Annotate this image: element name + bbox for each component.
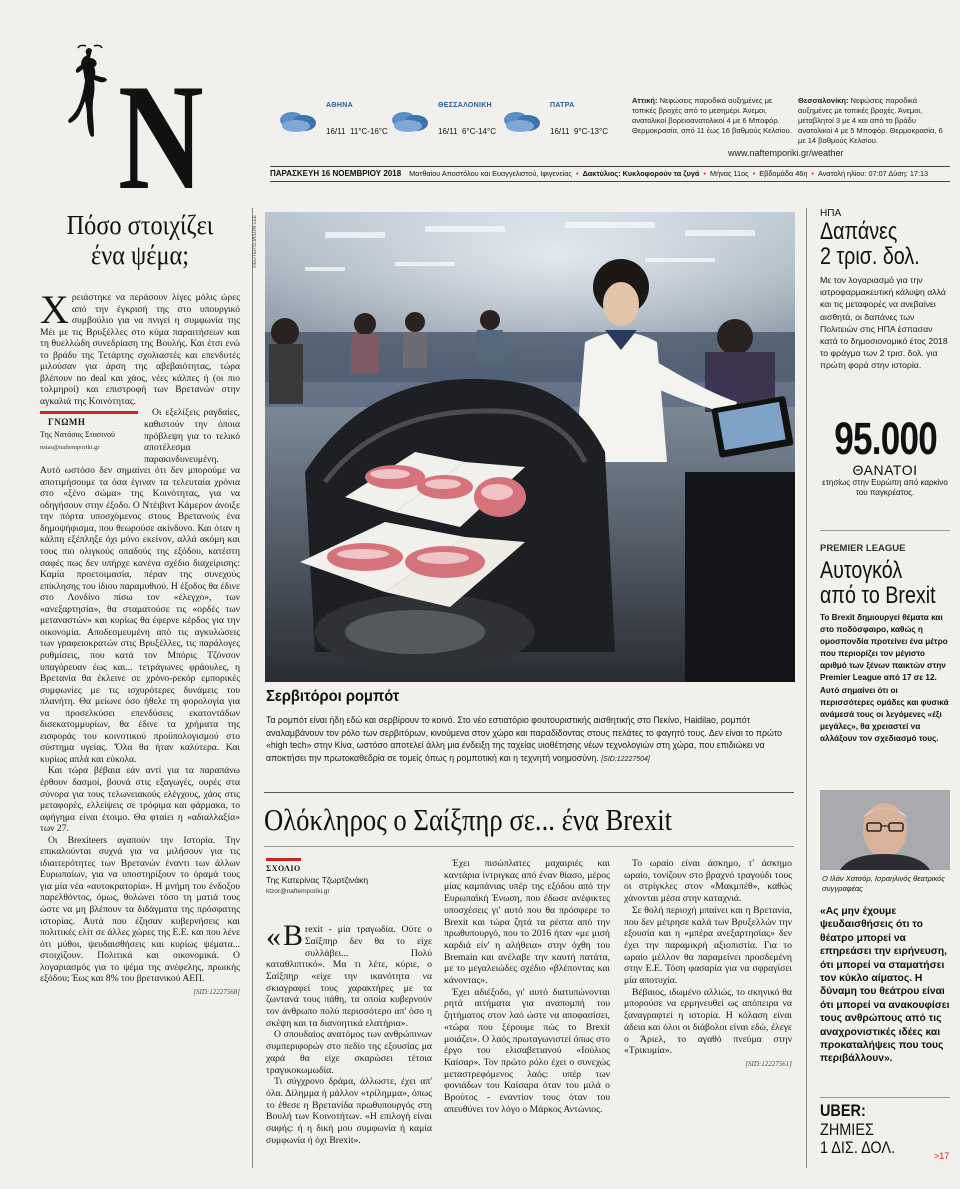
section-rule [264, 846, 794, 847]
temperature-range: 6°C-14°C [462, 127, 496, 136]
robot-waiter-photo [265, 212, 795, 682]
dropcap: Χ [40, 287, 69, 332]
forecast-date: 16/11 [438, 127, 458, 136]
paragraph: Ο σπουδαίος ανατόμος των ανθρώπινων συμπεριφορών στο πεδίο της εξουσίας μα χαρά θα είχε σκαρώσει τέτοια τραγικοκωμωδία. [266, 1029, 432, 1076]
name-day: Ματθαίου Αποστόλου και Ευαγγελιστού, Ιφιγενείας [409, 169, 572, 178]
story-id: [SID:12227504] [601, 755, 650, 763]
uber-brief [820, 1101, 950, 1157]
thessaloniki-text: Νεφώσεις παροδικά αυξημένες με τοπικές βροχές. Άνεμοι, μεταβλητοί 3 με 4 και από το βράδυ ανατολικοί 4 με 5 Μποφόρ. Θερμοκρασία, 6 με 14 βαθμούς Κελσίου. [798, 96, 943, 145]
bullet: • [573, 169, 581, 178]
paragraph: ρειάστηκε να περάσουν λίγες μόλις ώρες από την έγκρισή της στο υπουργικό συμβούλιο για να πνιγεί η συμφωνία της Μέι με τις Βρυξέλλες στο κύμα παραιτήσεων και τη θυελλώδη συνεδρίαση της Βουλής. Και έτσι ενώ το βράδυ της Τετάρτης σχολιαστές και επενδυτές μιλούσαν για άρση της αβεβαιότητας, τώρα βλέπουν no deal και χάος, νέες κάλπες ή (οι πιο τολμηροί) και επιστροφή των Βρετανών στην αγκαλιά της Κοινότητας. [40, 292, 240, 407]
photo-credit: REUTERS/JASON LEE [252, 215, 258, 268]
month-number: Μήνας 11ος [709, 169, 749, 178]
uber-subtitle-line-2: 1 ΔΙΣ. ΔΟΛ. [820, 1138, 896, 1157]
weather-strip [268, 92, 950, 164]
photo-caption-title: Σερβιτόροι ρομπότ [266, 688, 400, 705]
left-article-body [40, 287, 240, 998]
usa-spending-brief [820, 208, 950, 372]
weather-url[interactable]: www.naftemporiki.gr/weather [728, 148, 844, 158]
premier-league-brief [820, 543, 950, 745]
brief-text: Το Brexit δημιουργεί θέματα και στο ποδόσφαιρο, καθώς η ομοσπονδία προτείνει ένα μέτρο που περιορίζει τον μέγιστο αριθμό των ξένων παικτών στην Premier League από 17 σε 12. Αυτό σημαίνει ότι οι περισσότερες ομάδες και φυσικά ανάμεσά τους οι λεγόμενες «έξι μεγάλες», θα χρειαστεί να αλλάξουν τον σχεδιασμό τους. [820, 613, 949, 743]
paragraph: Βέβαιος, ιδωμένο αλλιώς, το σκηνικό θα μπορούσε να ερμηνευθεί ως απόπειρα να ξαναγραφτεί η ιστορία. Η κόλαση είναι άδεια και όλοι οι διάβολοι είναι εδώ, έλεγε ο Άριελ, το αγαθό πνεύμα στην «Τρικυμία». [624, 986, 792, 1057]
paragraph [266, 919, 432, 1029]
page-reference[interactable]: >17 [934, 1151, 950, 1161]
paragraph: Έχει αδιέξοδο, γι' αυτό διατυπώνονται ρητά αιτήματα για αναπομπή του ζητήματος στον λαό ώστε να αποφασίσει, «τώρα που ξέρουμε πώς το Brexit μοιάζει». Ο λαός πρωταγωνιστεί όπως στο έργο του ελισαβετιανού «Ιούλιος Καίσαρ». Τον πρώτο ρόλο έχει ο συνεχώς μεταστρεφόμενος λαός: υπέρ των φονιάδων του Καίσαρα όταν του μιλά ο Βρούτος - εναντίον τους όταν του απευθύνει τον λόγο ο Μάρκος Αντώνιος. [444, 986, 610, 1115]
left-opinion-article [40, 210, 240, 998]
brief-text: Με τον λογαριασμό για την ιατροφαρμακευτική κάλυψη αλλά και τις μεταφορές να ανεβαίνει αισθητά, οι δαπάνες των Πολιτειών στις ΗΠΑ έσπασαν κατά το δημοσιονομικό έτος 2018 το φράγμα των 2 τρισ. δολ. για πρώτη φορά στην ιστορία. [820, 275, 948, 371]
main-article-headline: Ολόκληρος ο Σαίξπηρ σε... ένα Brexit [264, 802, 673, 837]
cloud-icon [276, 108, 320, 134]
big-number-sub: ετησίως στην Ευρώπη από καρκίνο του παγκρέατος. [822, 478, 948, 497]
paragraph: Και τώρα βέβαια εάν αντί για τα παραπάνω έρθουν δασμοί, βουνά στις εξαγωγές, ουρές στα σύνορα για τους τελωνειακούς ελέγχους, χάος στις μεταφορές, ελλείψεις σε τρόφιμα και φάρμακα, το αφήγημα είναι έτοιμο. Θα φταίει η «αδιαλλαξία» των 27. [40, 765, 240, 835]
author-email[interactable]: ktzor@naftemporiki.gr [266, 888, 330, 896]
article-author: Της Κατερίνας Τζωρτζινάκη [266, 874, 369, 885]
sunrise-sunset: Ανατολή ηλίου: 07:07 Δύση: 17:13 [818, 169, 929, 178]
brief-headline-line-2: από το Brexit [820, 582, 936, 609]
brief-headline-line-1: Αυτογκόλ [820, 557, 903, 584]
brief-kicker: ΗΠΑ [820, 208, 842, 219]
section-rule [820, 1097, 950, 1098]
brief-headline-line-2: 2 τρισ. δολ. [820, 243, 920, 270]
column-divider [252, 208, 253, 1168]
hermes-logo-figure [64, 44, 118, 144]
thessaloniki-forecast [798, 96, 950, 146]
opinion-byline [40, 411, 138, 453]
cloud-icon [500, 108, 544, 134]
section-rule [820, 530, 950, 531]
weather-patra [500, 92, 615, 142]
pancreatic-cancer-stat [820, 413, 950, 498]
uber-subtitle-line-1: ΖΗΜΙΕΣ [820, 1120, 874, 1139]
forecast-date: 16/11 [326, 127, 346, 136]
attiki-text: Νεφώσεις παροδικά αυξημένες με τοπικές βροχές από το μεσημέρι. Άνεμοι, ανατολικοί βορειοανατολικοί 4 με 6 Μποφόρ. Θερμοκρασία, από 11 έως 16 βαθμούς Κελσίου. [632, 96, 792, 135]
big-number-label: ΘΑΝΑΤΟΙ [852, 462, 918, 478]
week-number: Εβδομάδα 46η [759, 169, 808, 178]
pull-quote: «Ας μην έχουμε ψευδαισθήσεις ότι το θέατρο μπορεί να επηρεάσει την ειρήνευση, ότι μπορεί να σταματήσει τον κύκλο αίματος. Η δύναμη του θεάτρου είναι ότι μπορεί να ανακουφίσει τους ανθρώπους από τις αναχρονιστικές ιδέες και προκαταλήψεις που τους περιβάλλουν». [820, 906, 950, 1065]
paragraph: Έχει πισώπλατες μαχαιριές και καντάρια ίντριγκας από έναν θίασο, μέρος μίας καμπάνιας υπέρ της εξόδου από την Ευρωπαϊκή Ένωση, που έδωσε ανέφικτες υποσχέσεις γι' αυτό που θα πρόσφερε το Brexit και τώρα ζητά τα ρέστα από την πρωθυπουργό, που το 2016 ήταν «με μισή καρδιά είν' η αλήθεια» στην όχθη του Bremain και ανέλαβε την καυτή πατάτα, με το μεγαλειώδες σχέδιο «βλέποντας και κάνοντας». [444, 858, 610, 987]
weather-athens [276, 92, 391, 142]
comment-label: ΣΧΟΛΙΟ [266, 858, 301, 875]
big-number: 95.000 [834, 413, 937, 464]
bullet: • [809, 169, 816, 178]
paragraph: Τι σύγχρονο δράμα, άλλωστε, έχει απ' όλα. Δίλημμα ή μάλλον «τρίλημμα», όπως το έθεσε η Βρετανίδα πρωθυπουργός στη Βουλή των Κοινοτήτων. «Η επιλογή είναι σαφής: ή η δική μου συμφωνία ή καμία συμφωνία ή όχι Brexit». [266, 1076, 432, 1146]
cloud-icon [388, 108, 432, 134]
traffic-ring: Δακτύλιος: Κυκλοφορούν τα ζυγά [582, 169, 700, 178]
temperature-range: 11°C-16°C [350, 127, 388, 136]
bullet: • [750, 169, 758, 178]
section-rule [264, 792, 794, 793]
main-article-column-2 [444, 858, 610, 1115]
main-article-column-3 [624, 858, 792, 1071]
temperature-range: 9°C-13°C [574, 127, 608, 136]
column-divider [806, 208, 807, 1168]
paragraph-text: Οι εξελίξεις ραγδαίες, καθιστούν την όποια πρόβλεψη για το τελικό αποτέλεσμα παρακινδυνευμένη. Αυτό ωστόσο δεν σημαίνει ότι δεν μπορούμε να αποτιμήσουμε τα όσα έγιναν τα τελευταία χρόνια στο «ξένο σώμα» της Κοινότητας, για να οδηγήσουν στην έξοδο. Ο Ντέιβιντ Κάμερον άνοιξε την πόρτα υποσχόμενος στους Βρετανούς ένα δημοψήφισμα, που θεωρούσε ακίνδυνο. Και όταν η κάλπη εξέπληξε όχι μόνο εκείνον, αλλά ακόμη και τους πιο ολιγκούς οπαδούς της εξόδου, κατέστη σαφές πως δεν υπήρχε κανένα σχέδιο διαχείρισης: Καμία προετοιμασία, πέραν της συνεχούς επίκλησης του ίδιου παραμυθιού. Η έξοδος θα έδινε στο Λονδίνο πίσω τον «έλεγχο», των «ανεξαρτησία», θα σταματούσε τις «ορδές των μεταναστών» και κυρίως θα έφερνε κέρδος για την οικονομία. Αποδεσμευμένη από τις αγκυλώσεις των γραφειοκρατών στις Βρυξέλλες, τις παράλογες ρυθμίσεις, που κατά τον Μπόρις Τζόνσον υπαγόρευαν έως και... τετράγωνες φράουλες, η Βρετανία θα έκλεινε σε χρόνο-ρεκόρ εμπορικές συμφωνίες με τις ισχυρότερες δυνάμεις του πλανήτη. Θα μείωνε όσο ήθελε τη φορολογία για να προσελκύσει επενδύσεις εκατοντάδων δισεκατομμυρίων, θα έδινε τα χρήματα της εισφοράς του κοινοτικού προϋπολογισμού στο σύστημα υγείας. 'Όλα θα ήταν καλύτερα. Και κυρίως απλά και εύκολα. [40, 407, 240, 765]
opinion-email[interactable]: nstas@naftemporiki.gr [40, 443, 100, 451]
issue-date: ΠΑΡΑΣΚΕΥΗ 16 ΝΟΕΜΒΡΙΟΥ 2018 [270, 169, 402, 178]
story-id: [SID:12227561] [745, 1059, 792, 1068]
thessaloniki-label: Θεσσαλονίκη: [798, 96, 849, 105]
initial-letter: Β [283, 919, 304, 953]
forecast-date: 16/11 [550, 127, 570, 136]
paragraph-text: rexit - μία τραγωδία. Ούτε ο Σαίξπηρ δεν θα το είχε συλλάβει... Πολύ καταθλιπτικό». Μα τι λέτε, κύριε, ο Σαίξπηρ «είχε την ικανότητα να σκιαγραφεί τους χαρακτήρες με τα ζωντανά τους πάθη, τα οποία κυβερνούν τον άνθρωπο πολύ περισσότερο απ' όσο η σκέψη και τα διανοητικά ελατήρια». [266, 924, 432, 1029]
paragraph: Οι Brexiteers αγαπούν την Ιστορία. Την επικαλούνται συχνά για να μιλήσουν για τις ιδιαιτερότητες των Βρετανών έναντι των άλλων Ευρωπαίων, για να υποστηρίξουν το όραμά τους για μία νέα «αυτοκρατορία». Η μνήμη του ένδοξου παρελθόντος, όμως, θολώνει τόσο τη ματιά τους ώστε να μη βλέπουν τα διδάγματα της πρόσφατης ιστορίας. Αυτά που έζησαν κυβερνήσεις και πολιτικές ελίτ σε άλλες χώρες της Ε.Ε. και που λένε ότι μύθοι, ψευδαισθήσεις και κυρίως ψέματα... στοιχίζουν. Πολιτικά και οικονομικά. Ο λογαριασμός για το ψέμα της ανέφελης, πρωικής εξόδου; Έως και 8% του βρετανικού ΑΕΠ. [40, 834, 240, 985]
main-article-column-1 [266, 858, 432, 1146]
city-name: ΠΑΤΡΑ [550, 102, 575, 109]
portrait-photo [820, 790, 950, 870]
weather-thessaloniki [388, 92, 503, 142]
opinion-label: ΓΝΩΜΗ [48, 417, 86, 428]
paragraph: Σε θολή περιοχή μπαίνει και η Βρετανία, που δεν μέτρησε καλά των Βρυξελλών την εξουσία και η «μπέρα ανεξαρτησίας» δεν έχει την παραμικρή αξιοπιστία. Για το ωραίο μέλλον θα παραμείνει προσδεμένη στην Ε.Ε. Τόση φασαρία για να σφραγίσει μία αποτυχία. [624, 904, 792, 987]
portrait-caption: Ο Ιλάν Χατσόρ, Ισραηλινός θεατρικός συγγραφέας [822, 874, 946, 893]
story-id: [SID:12227568] [193, 987, 240, 996]
uber-title: UBER: [820, 1101, 866, 1120]
opinion-author: Της Νατάσας Στασινού [40, 430, 115, 440]
city-name: ΘΕΣΣΑΛΟΝΙΚΗ [438, 102, 492, 109]
masthead-logo-letter: N [118, 53, 203, 221]
left-article-headline: Πόσο στοιχίζει ένα ψέμα; [66, 210, 214, 270]
date-info-bar [270, 166, 950, 182]
photo-caption-text [266, 714, 794, 766]
brief-kicker: PREMIER LEAGUE [820, 543, 906, 554]
attiki-label: Αττική: [632, 96, 658, 105]
attiki-forecast [632, 96, 792, 136]
bullet: • [701, 169, 708, 178]
brief-headline-line-1: Δαπάνες [820, 218, 898, 245]
paragraph: Το ωραίο είναι άσκημο, τ' άσκημο ωραίο, τονίζουν στο βραχνό τραγούδι τους οι στρίγκλες στον «Μακμπέθ», καθώς χάνονται μέσα στην καταχνιά. [624, 858, 792, 905]
paragraph [40, 407, 240, 765]
city-name: ΑΘΗΝΑ [326, 102, 353, 109]
caption-body: Τα ρομπότ είναι ήδη εδώ και σερβίρουν το κοινό. Στο νέο εστιατόριο φουτουριστικής αισθητικής στο Πεκίνο, Haidilao, ρομπότ αναλαμβάνουν τον ρόλο των σερβιτόρων, κινούμενα στον χώρο και παραδίδοντας στους πελάτες το φαγητό τους. Δεν είναι το πρώτο «high tech» στην Κίνα, ωστόσο αποτελεί άλλη μια ένδειξη της ταχείας υιοθέτησης νέων τεχνολογιών στη χώρα, που επιδιώκει να αποκτήσει την πρωτοκαθεδρία σε τομείς όπως η ρομποτική και η τεχνητή νοημοσύνη. [266, 715, 782, 763]
opening-quote: « [266, 920, 281, 954]
